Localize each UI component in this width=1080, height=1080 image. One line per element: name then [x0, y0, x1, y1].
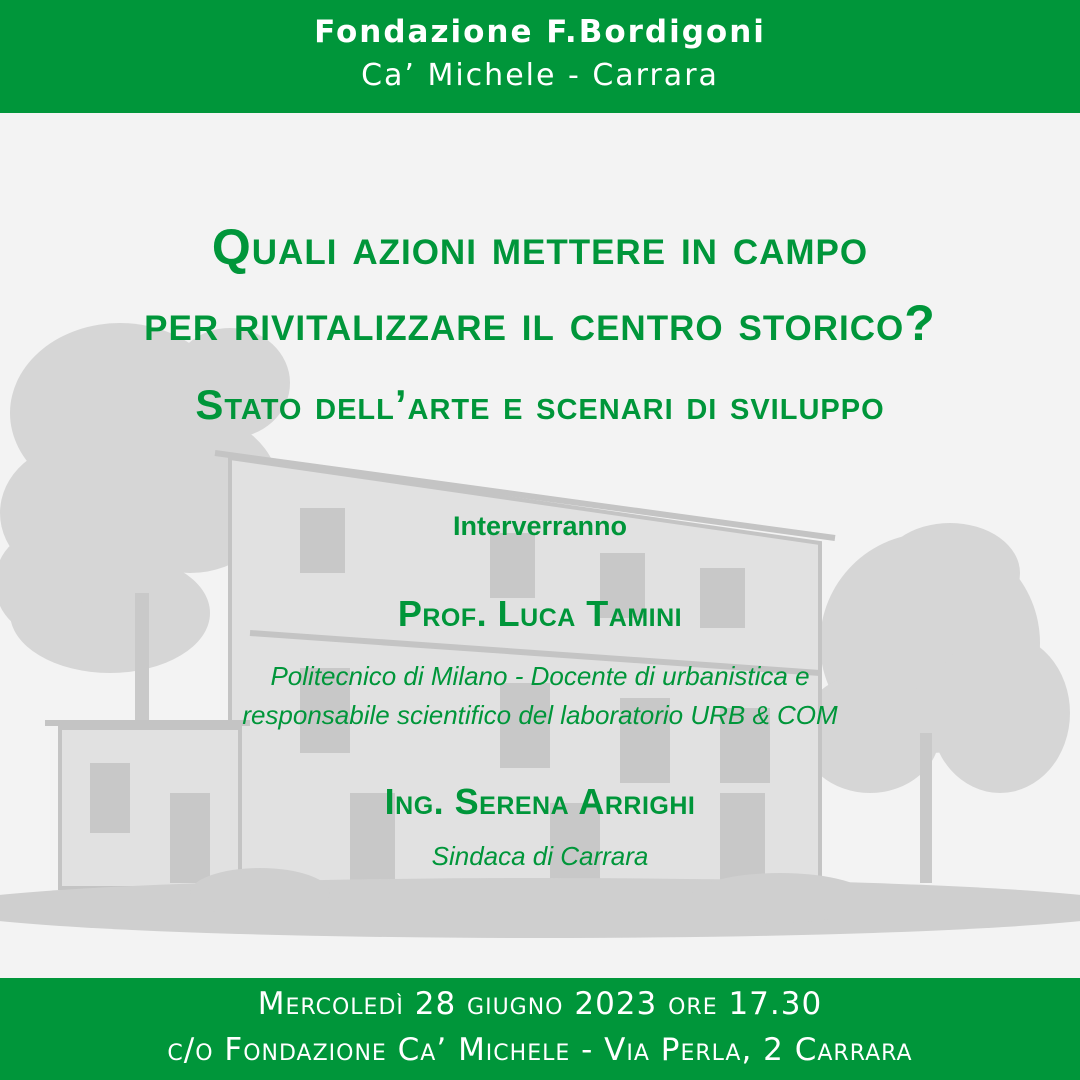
speaker-1-role-line-1: Politecnico di Milano - Docente di urbanistica e [270, 661, 810, 691]
speaker-2-name: Ing. Serena Arrighi [384, 781, 696, 822]
speaker-1-role-line-2: responsabile scientifico del laboratorio URB & COM [242, 700, 838, 730]
speaker-1-name: Prof. Luca Tamini [397, 593, 683, 634]
event-title-line-1: Quali azioni mettere in campo [211, 219, 869, 275]
speaker-2-role: Sindaca di Carrara [431, 841, 649, 871]
event-title-line-2: per rivitalizzare il centro storico? [144, 295, 936, 351]
main-content [0, 113, 1080, 978]
event-date: Mercoledì 28 giugno 2023 ore 17.30 [257, 986, 823, 1022]
footer-band [0, 978, 1080, 1080]
venue-location: Ca’ Michele - Carrara [361, 58, 719, 93]
header-band [0, 0, 1080, 113]
event-subtitle: Stato dell’arte e scenari di sviluppo [195, 381, 885, 428]
speakers-intro: Interverranno [452, 511, 628, 541]
event-address: c/o Fondazione Ca’ Michele - Via Perla, 2 Carrara [167, 1032, 913, 1068]
organization-name: Fondazione F.Bordigoni [314, 14, 766, 50]
